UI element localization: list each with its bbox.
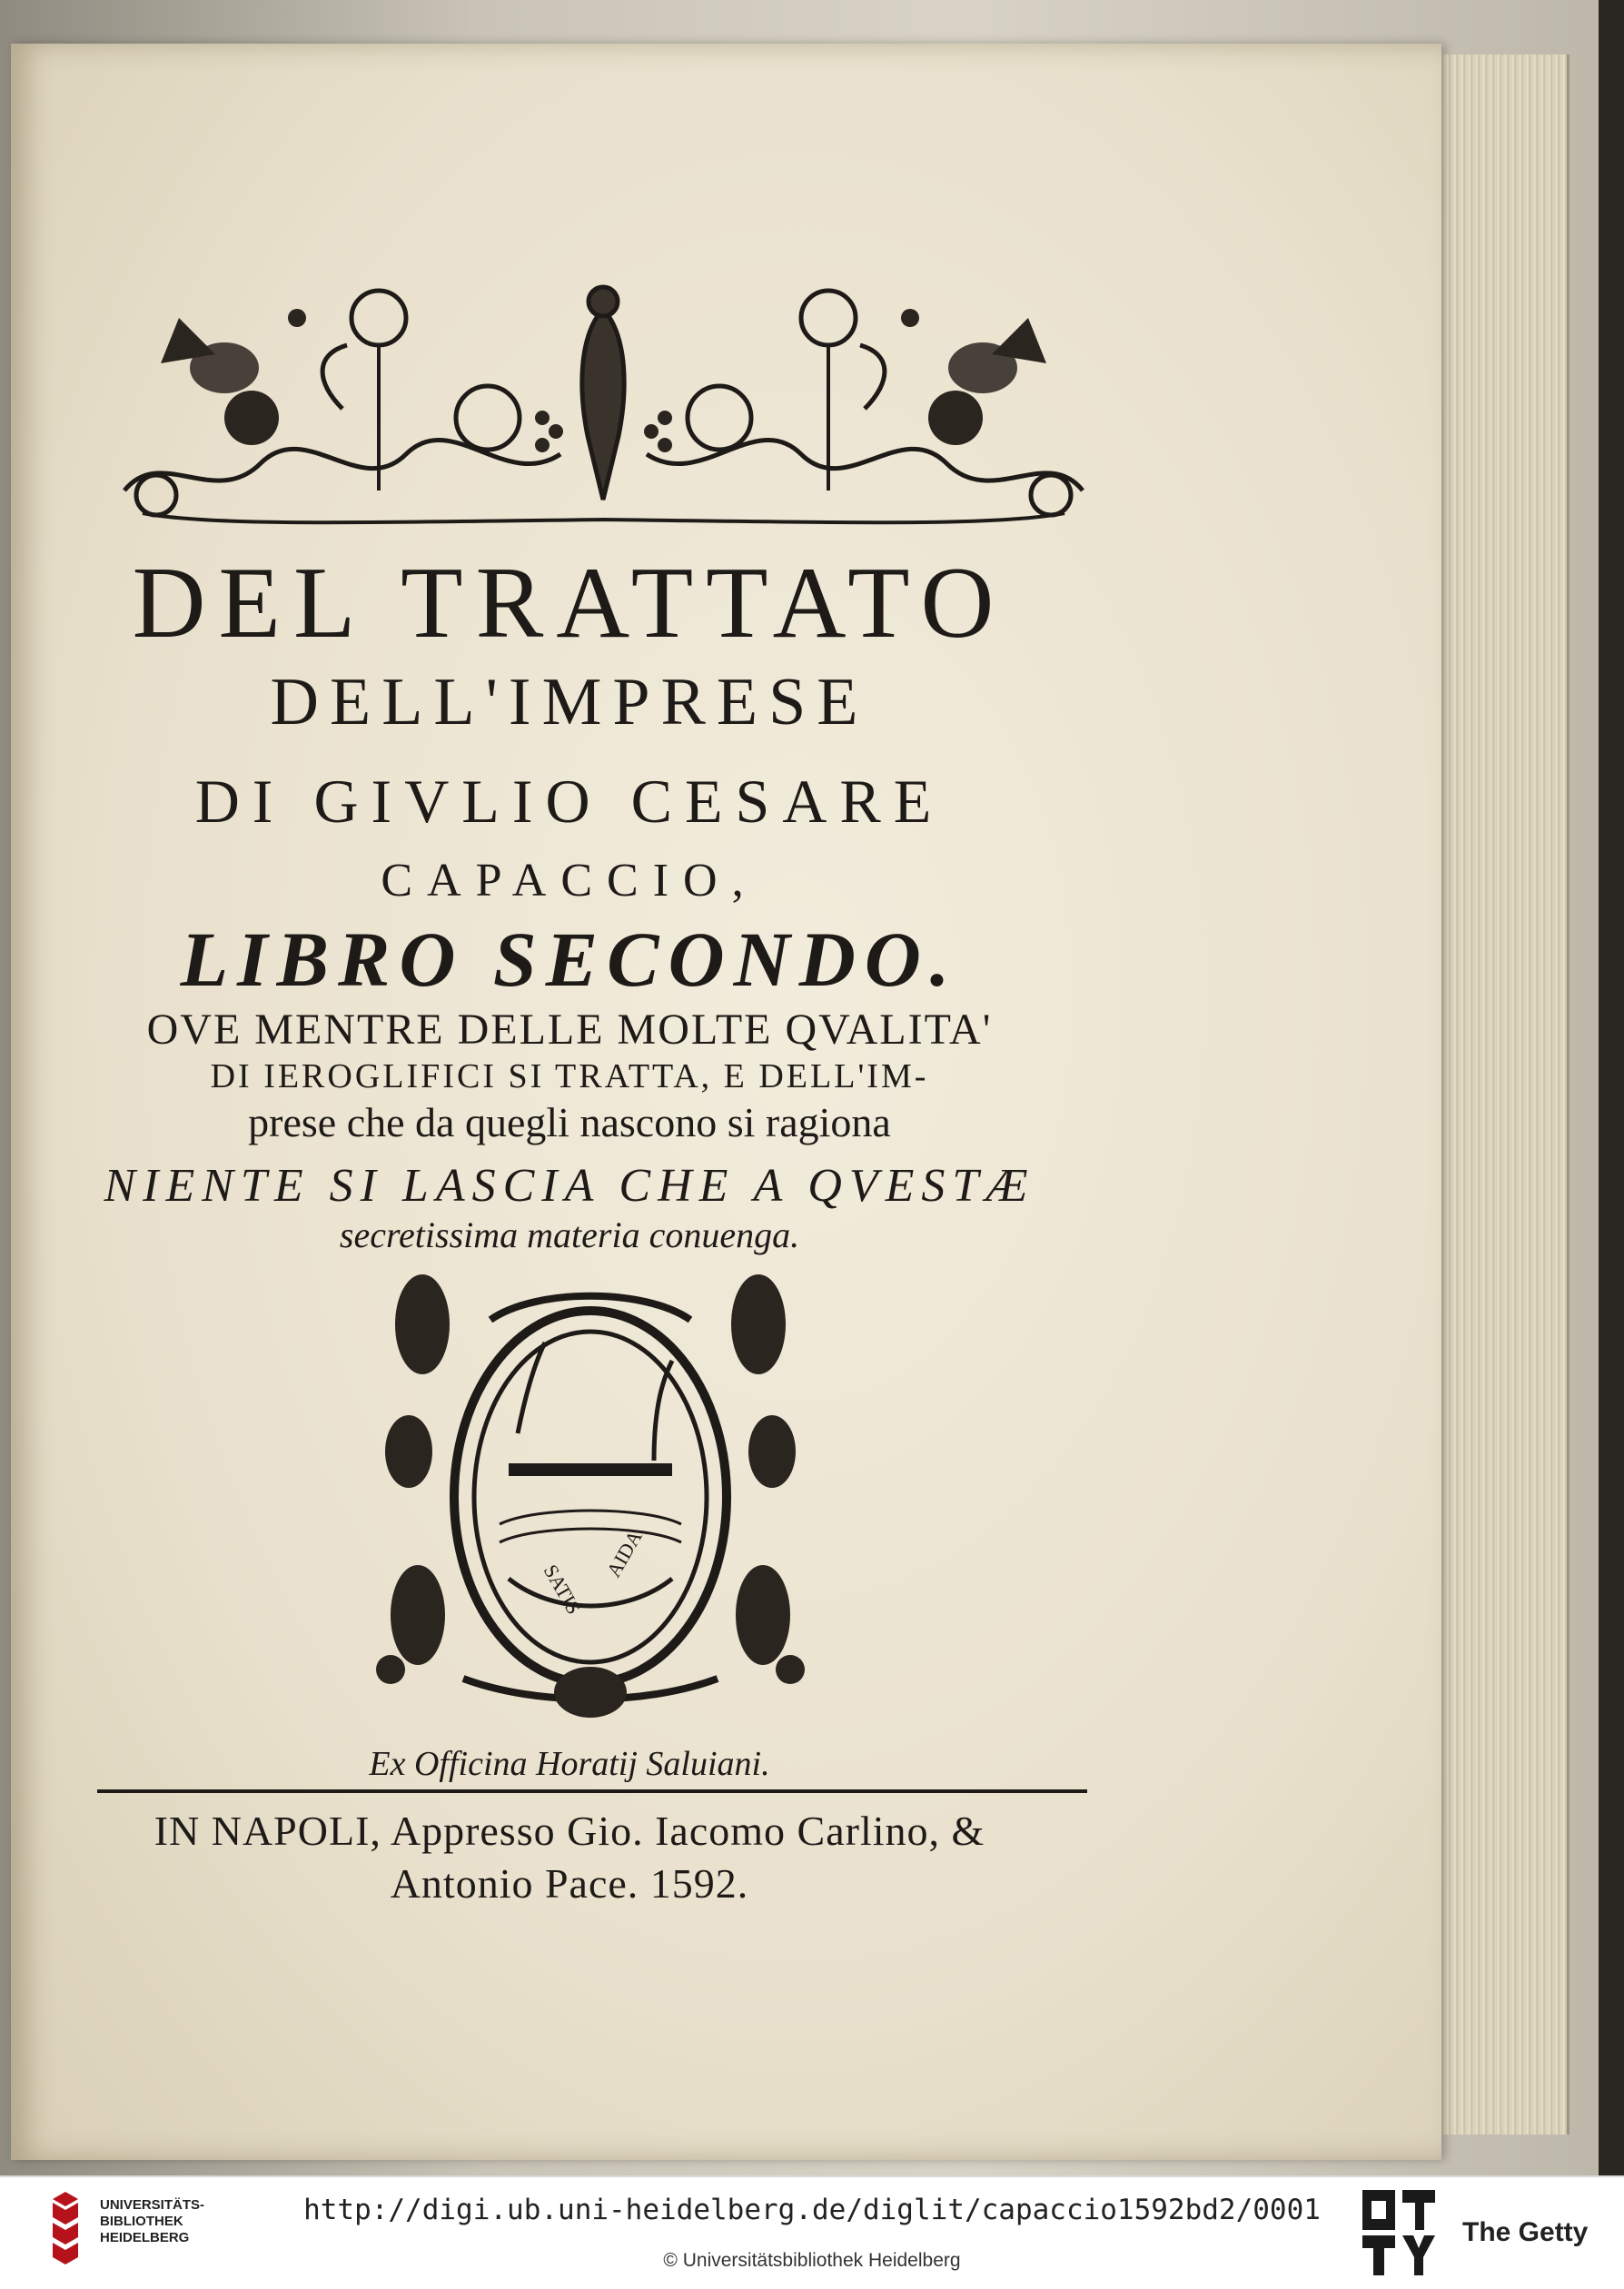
author-line-2: CAPACCIO, — [381, 855, 758, 907]
printers-device-woodcut — [354, 1252, 827, 1724]
ornamental-headpiece — [106, 282, 1101, 531]
description-line-3: prese che da quegli nascono si ragiona — [248, 1099, 891, 1145]
device-banner-left: SATIS — [539, 1561, 586, 1619]
description-line-2: DI IEROGLIFICI SI TRATTA, E DELL'IM- — [210, 1057, 929, 1095]
author-line-1: DI GIVLIO CESARE — [194, 767, 945, 836]
description-line-1: OVE MENTRE DELLE MOLTE QVALITA' — [146, 1006, 993, 1054]
imprint-line-2: Antonio Pace. 1592. — [390, 1860, 749, 1907]
title-line-1: DEL TRATTATO — [132, 547, 1007, 659]
permalink-url[interactable]: http://digi.ub.uni-heidelberg.de/diglit/capaccio1592bd2/0001 — [303, 2194, 1321, 2226]
getty-name: The Getty — [1462, 2217, 1589, 2247]
library-name-line-2: BIBLIOTHEK — [100, 2214, 183, 2229]
library-name-line-3: HEIDELBERG — [100, 2230, 190, 2245]
getty-logo-icon[interactable] — [1362, 2190, 1435, 2275]
page-edges — [1431, 54, 1570, 2135]
officina-line: Ex Officina Horatij Saluiani. — [369, 1745, 770, 1783]
copyright-notice: © Universitätsbibliothek Heidelberg — [663, 2250, 961, 2271]
motto-line-1: NIENTE SI LASCIA CHE A QVESTÆ — [104, 1160, 1035, 1212]
title-line-2: DELL'IMPRESE — [270, 665, 869, 739]
title-page — [11, 44, 1441, 2160]
device-banner-right: AIDA — [601, 1526, 647, 1581]
motto-line-2: secretissima materia conuenga. — [339, 1214, 800, 1255]
imprint-line-1: IN NAPOLI, Appresso Gio. Iacomo Carlino, & — [153, 1808, 985, 1854]
library-name-line-1: UNIVERSITÄTS- — [100, 2197, 205, 2213]
horizontal-rule — [97, 1789, 1087, 1793]
viewer-footer — [0, 2175, 1624, 2289]
book-title: LIBRO SECONDO. — [180, 916, 959, 1003]
